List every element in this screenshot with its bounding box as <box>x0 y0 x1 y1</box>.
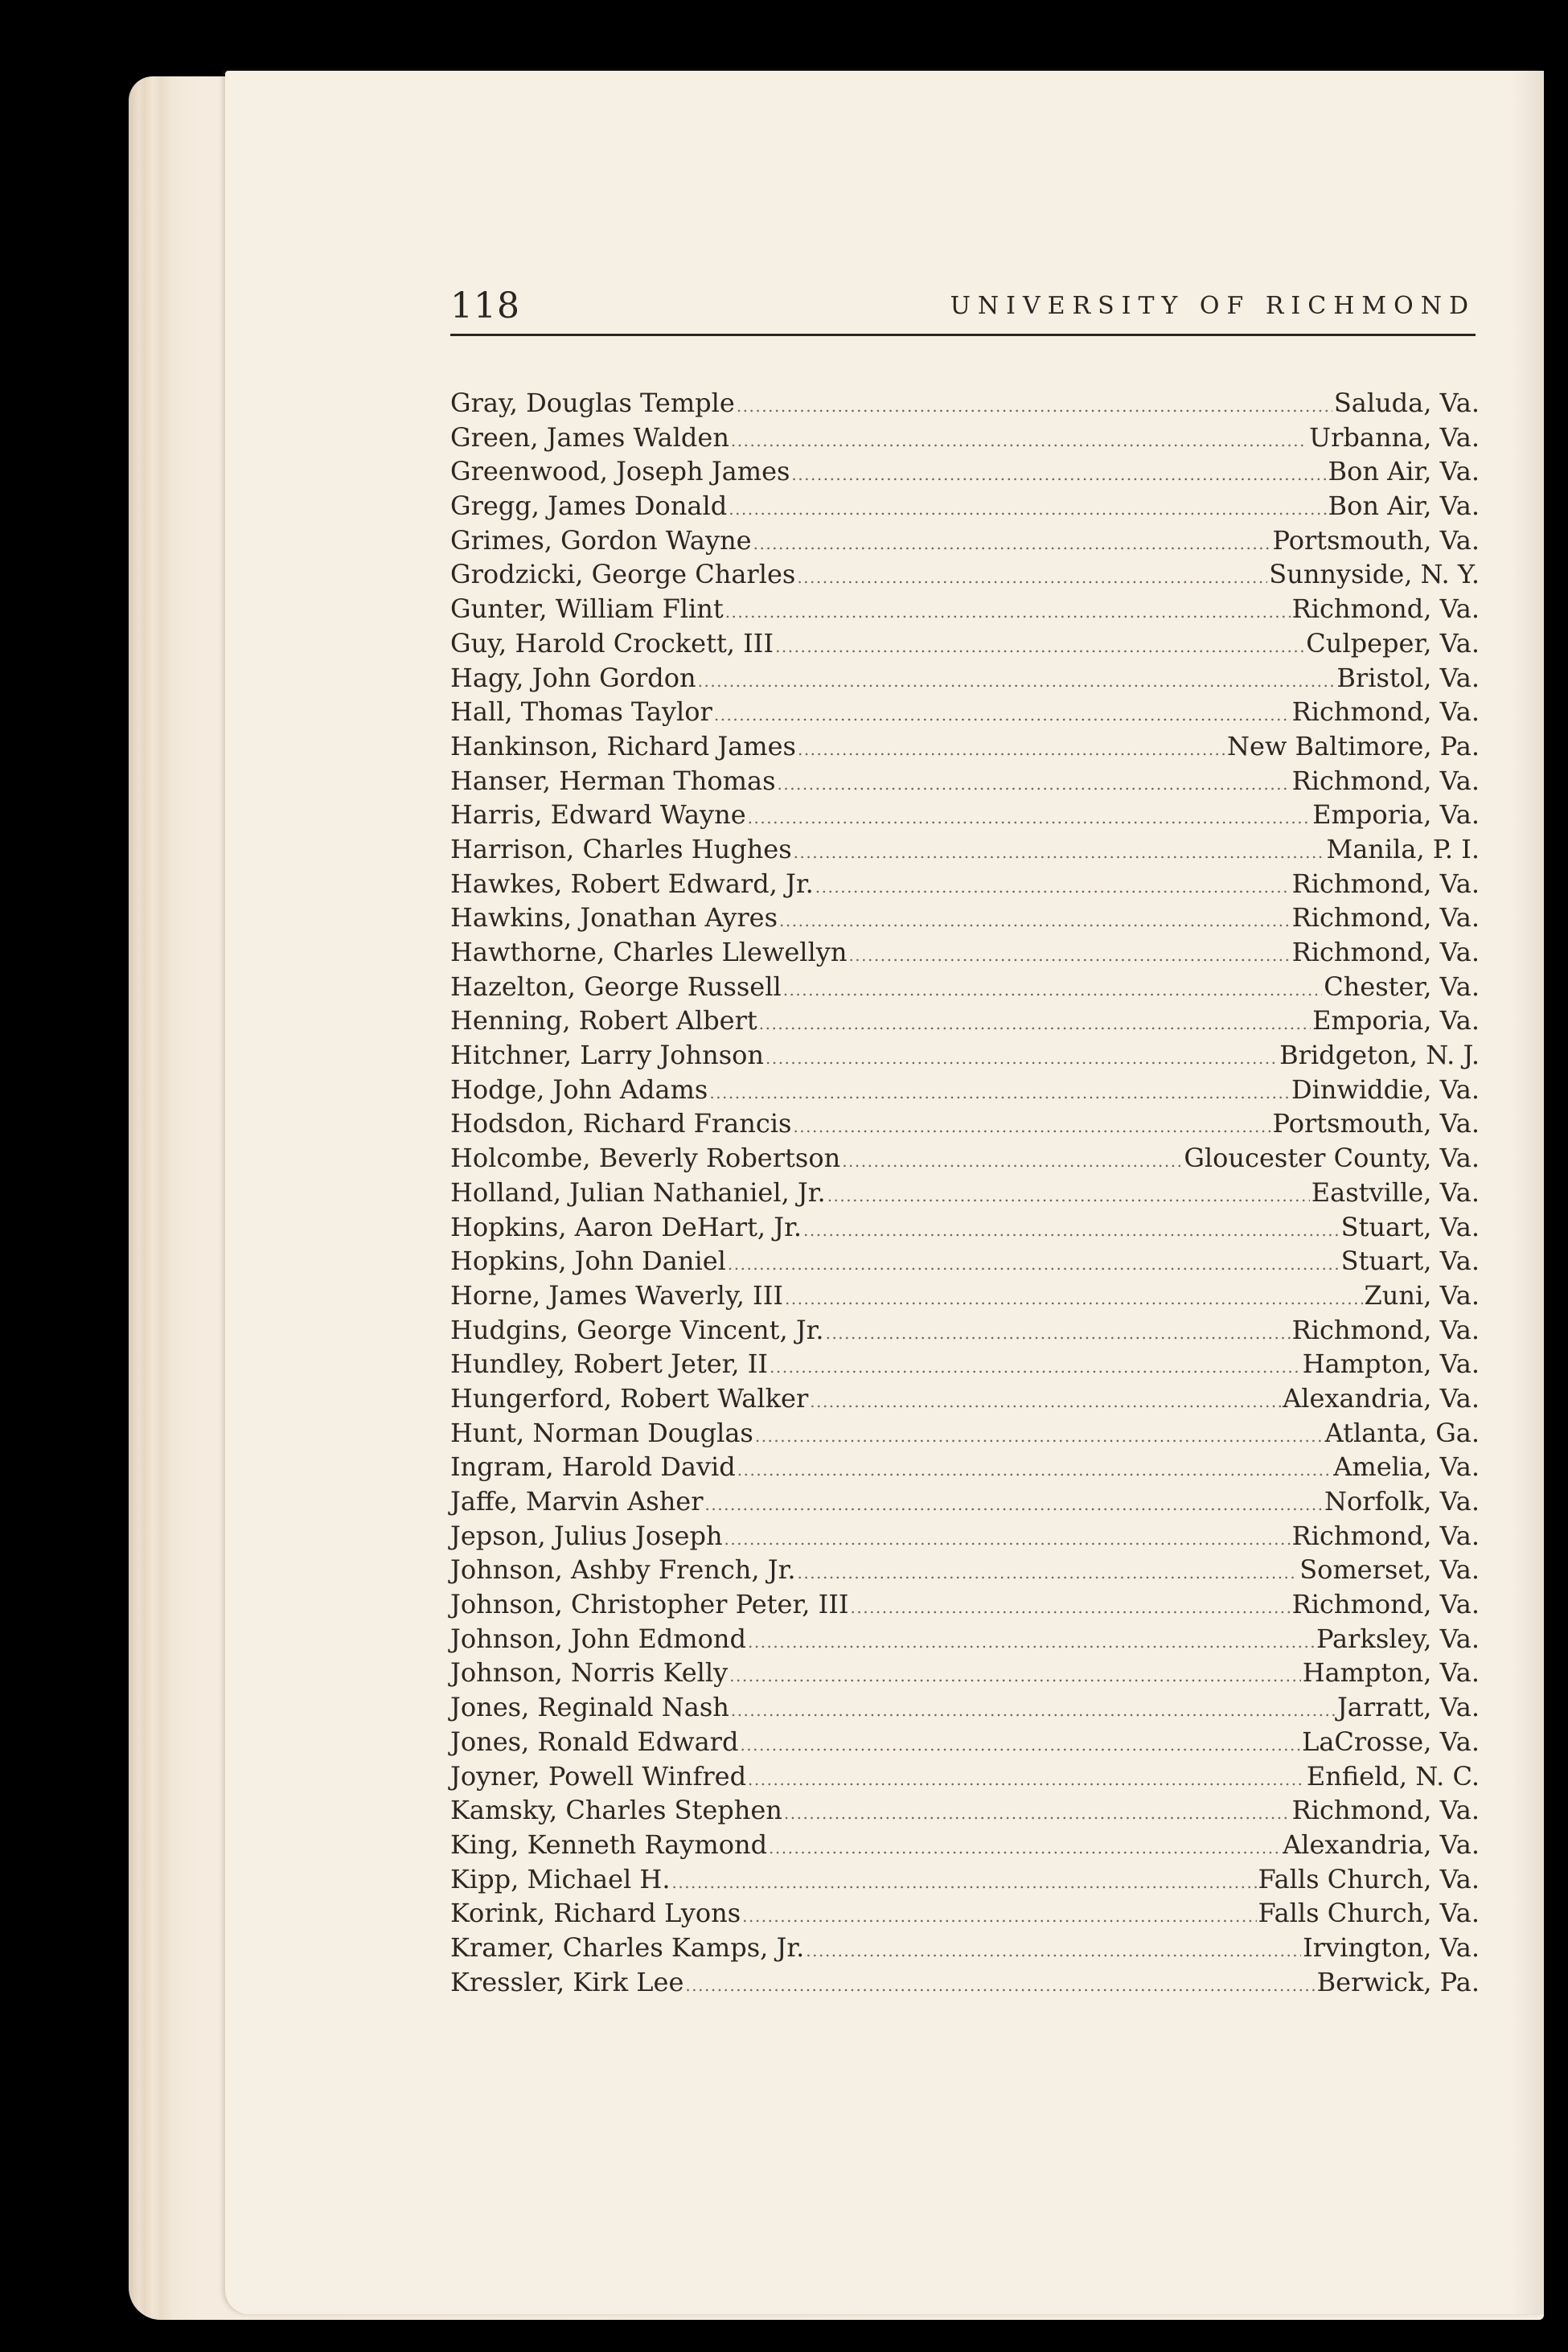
entry-name: Hagy, John Gordon <box>450 662 696 693</box>
list-item <box>450 1246 1480 1280</box>
running-head: UNIVERSITY OF RICHMOND <box>950 292 1476 320</box>
list-item <box>450 1108 1480 1143</box>
entry-name: Kressler, Kirk Lee <box>450 1966 684 1997</box>
list-item <box>450 1967 1480 2001</box>
entry-name: Hall, Thomas Taylor <box>450 696 712 728</box>
dot-leader <box>775 637 1304 656</box>
entry-hometown: Falls Church, Va. <box>1258 1898 1480 1929</box>
list-item <box>450 1726 1480 1761</box>
entry-hometown: Falls Church, Va. <box>1258 1863 1480 1894</box>
dot-leader <box>783 980 1323 999</box>
entry-name: Kipp, Michael H. <box>450 1863 671 1894</box>
entry-name: Gregg, James Donald <box>450 491 728 522</box>
entry-hometown: Manila, P. I. <box>1326 833 1480 864</box>
page-header <box>450 285 1476 336</box>
entry-hometown: Richmond, Va. <box>1291 1589 1480 1620</box>
dot-leader <box>748 1770 1305 1789</box>
list-item <box>450 1315 1480 1349</box>
list-item <box>450 1418 1480 1452</box>
dot-leader <box>793 1117 1270 1136</box>
entry-hometown: Alexandria, Va. <box>1283 1382 1480 1414</box>
dot-leader <box>728 1254 1340 1274</box>
student-directory-list <box>450 388 1480 2001</box>
entry-name: Greenwood, Joseph James <box>450 456 790 487</box>
entry-name: Hankinson, Richard James <box>450 730 796 761</box>
entry-hometown: Richmond, Va. <box>1291 1795 1480 1826</box>
list-item <box>450 1280 1480 1315</box>
dot-leader <box>685 1976 1315 1995</box>
entry-hometown: Bon Air, Va. <box>1328 456 1480 487</box>
entry-hometown: Richmond, Va. <box>1291 696 1480 728</box>
entry-hometown: Portsmouth, Va. <box>1272 524 1480 556</box>
entry-name: Gunter, William Flint <box>450 593 724 625</box>
entry-hometown: Berwick, Pa. <box>1316 1966 1480 1997</box>
list-item <box>450 868 1480 903</box>
dot-leader <box>784 1804 1291 1823</box>
entry-name: Hawthorne, Charles Llewellyn <box>450 937 848 967</box>
list-item <box>450 628 1480 663</box>
list-item <box>450 1348 1480 1383</box>
entry-hometown: Hampton, Va. <box>1302 1348 1480 1380</box>
entry-hometown: Bon Air, Va. <box>1328 491 1480 522</box>
dot-leader <box>698 671 1336 691</box>
page-gutter-shade <box>1512 71 1544 2314</box>
dot-leader <box>731 431 1307 450</box>
entry-hometown: Gloucester County, Va. <box>1184 1143 1480 1174</box>
entry-hometown: Hampton, Va. <box>1302 1657 1480 1689</box>
dot-leader <box>737 1460 1332 1480</box>
entry-name: Hodge, John Adams <box>450 1073 708 1105</box>
dot-leader <box>759 1014 1311 1033</box>
entry-hometown: Saluda, Va. <box>1333 388 1480 418</box>
list-item <box>450 422 1480 457</box>
entry-name: Hanser, Herman Thomas <box>450 765 776 796</box>
entry-name: Hundley, Robert Jeter, II <box>450 1348 769 1380</box>
entry-name: Korink, Richard Lyons <box>450 1898 741 1929</box>
entry-name: Horne, James Waverly, III <box>450 1279 783 1311</box>
dot-leader <box>755 1426 1324 1446</box>
entry-hometown: Richmond, Va. <box>1291 1314 1480 1345</box>
entry-hometown: Sunnyside, N. Y. <box>1269 559 1480 590</box>
list-item <box>450 1657 1480 1692</box>
dot-leader <box>794 843 1325 862</box>
dot-leader <box>737 396 1332 416</box>
dot-leader <box>769 1838 1281 1857</box>
list-item <box>450 731 1480 766</box>
entry-name: Hopkins, Aaron DeHart, Jr. <box>450 1211 802 1242</box>
list-item <box>450 1177 1480 1212</box>
dot-leader <box>826 1324 1291 1343</box>
dot-leader <box>705 1495 1323 1514</box>
page-number: 118 <box>450 285 520 326</box>
entry-name: Johnson, John Edmond <box>450 1623 746 1654</box>
entry-name: Green, James Walden <box>450 421 729 453</box>
entry-hometown: Jarratt, Va. <box>1336 1692 1480 1723</box>
dot-leader <box>785 1289 1363 1308</box>
entry-name: King, Kenneth Raymond <box>450 1829 768 1860</box>
list-item <box>450 663 1480 697</box>
entry-name: Gray, Douglas Temple <box>450 388 735 418</box>
entry-name: Hunt, Norman Douglas <box>450 1417 753 1448</box>
entry-hometown: Norfolk, Va. <box>1324 1486 1480 1517</box>
entry-name: Harrison, Charles Hughes <box>450 833 792 864</box>
list-item <box>450 799 1480 834</box>
dot-leader <box>815 877 1291 897</box>
entry-name: Hazelton, George Russell <box>450 971 782 1002</box>
entry-hometown: Dinwiddie, Va. <box>1291 1073 1480 1105</box>
dot-leader <box>806 1941 1301 1960</box>
entry-name: Kramer, Charles Kamps, Jr. <box>450 1931 805 1963</box>
entry-name: Jaffe, Marvin Asher <box>450 1486 704 1517</box>
entry-hometown: Richmond, Va. <box>1291 868 1480 899</box>
entry-hometown: Alexandria, Va. <box>1283 1829 1480 1860</box>
entry-hometown: Richmond, Va. <box>1291 937 1480 967</box>
list-item <box>450 1829 1480 1864</box>
list-item <box>450 1761 1480 1796</box>
entry-hometown: Enfield, N. C. <box>1306 1760 1480 1792</box>
entry-name: Hungerford, Robert Walker <box>450 1382 809 1414</box>
list-item <box>450 1589 1480 1623</box>
entry-name: Holland, Julian Nathaniel, Jr. <box>450 1176 826 1208</box>
entry-name: Guy, Harold Crockett, III <box>450 627 774 659</box>
entry-hometown: Zuni, Va. <box>1364 1279 1480 1311</box>
dot-leader <box>709 1083 1290 1102</box>
list-item <box>450 971 1480 1006</box>
entry-name: Harris, Edward Wayne <box>450 799 746 831</box>
entry-hometown: Richmond, Va. <box>1291 593 1480 625</box>
entry-name: Hodsdon, Richard Francis <box>450 1108 792 1139</box>
dot-leader <box>729 499 1326 519</box>
list-item <box>450 1486 1480 1521</box>
dot-leader <box>725 602 1291 622</box>
dot-leader <box>777 774 1290 794</box>
list-item <box>450 1623 1480 1658</box>
entry-name: Hawkins, Jonathan Ayres <box>450 902 778 934</box>
entry-name: Grodzicki, George Charles <box>450 559 796 590</box>
dot-leader <box>748 808 1311 827</box>
entry-name: Hawkes, Robert Edward, Jr. <box>450 868 814 899</box>
dot-leader <box>798 1563 1299 1582</box>
list-item <box>450 1692 1480 1726</box>
list-item <box>450 388 1480 422</box>
entry-hometown: LaCrosse, Va. <box>1302 1726 1480 1757</box>
dot-leader <box>797 568 1267 587</box>
dot-leader <box>827 1186 1310 1205</box>
entry-hometown: Somerset, Va. <box>1299 1554 1480 1586</box>
entry-hometown: Portsmouth, Va. <box>1272 1108 1480 1139</box>
dot-leader <box>766 1049 1278 1068</box>
list-item <box>450 456 1480 491</box>
list-item <box>450 1864 1480 1898</box>
entry-hometown: Bristol, Va. <box>1336 662 1480 693</box>
entry-hometown: Richmond, Va. <box>1291 902 1480 934</box>
dot-leader <box>724 1529 1291 1549</box>
list-item <box>450 1074 1480 1109</box>
dot-leader <box>671 1873 1256 1892</box>
entry-hometown: Stuart, Va. <box>1340 1246 1480 1277</box>
dot-leader <box>770 1357 1301 1377</box>
entry-name: Grimes, Gordon Wayne <box>450 524 752 556</box>
list-item <box>450 1005 1480 1040</box>
list-item <box>450 696 1480 731</box>
list-item <box>450 559 1480 593</box>
list-item <box>450 1554 1480 1589</box>
entry-name: Henning, Robert Albert <box>450 1005 757 1036</box>
entry-name: Jones, Reginald Nash <box>450 1692 729 1723</box>
entry-hometown: Chester, Va. <box>1324 971 1480 1002</box>
list-item <box>450 1212 1480 1246</box>
entry-hometown: Urbanna, Va. <box>1309 421 1480 453</box>
list-item <box>450 937 1480 971</box>
entry-hometown: New Baltimore, Pa. <box>1227 730 1480 761</box>
dot-leader <box>753 534 1271 553</box>
list-item <box>450 525 1480 560</box>
entry-name: Hitchner, Larry Johnson <box>450 1040 764 1071</box>
entry-name: Johnson, Christopher Peter, III <box>450 1589 849 1620</box>
entry-hometown: Irvington, Va. <box>1303 1931 1480 1963</box>
list-item <box>450 834 1480 868</box>
list-item <box>450 1898 1480 1932</box>
entry-hometown: Bridgeton, N. J. <box>1279 1040 1480 1071</box>
dot-leader <box>740 1735 1300 1755</box>
dot-leader <box>729 1666 1301 1685</box>
dot-leader <box>748 1632 1315 1652</box>
list-item <box>450 1143 1480 1177</box>
entry-hometown: Atlanta, Ga. <box>1324 1417 1480 1448</box>
entry-name: Kamsky, Charles Stephen <box>450 1795 782 1826</box>
entry-hometown: Stuart, Va. <box>1340 1211 1480 1242</box>
list-item <box>450 593 1480 628</box>
entry-name: Jones, Ronald Edward <box>450 1726 739 1757</box>
dot-leader <box>742 1907 1256 1926</box>
entry-hometown: Emporia, Va. <box>1312 799 1480 831</box>
entry-name: Hopkins, John Daniel <box>450 1246 726 1277</box>
entry-hometown: Culpeper, Va. <box>1306 627 1480 659</box>
entry-name: Hudgins, George Vincent, Jr. <box>450 1314 824 1345</box>
dot-leader <box>810 1392 1281 1411</box>
dot-leader <box>779 911 1291 930</box>
entry-hometown: Emporia, Va. <box>1312 1005 1480 1036</box>
dot-leader <box>842 1151 1182 1171</box>
list-item <box>450 902 1480 937</box>
list-item <box>450 1451 1480 1486</box>
list-item <box>450 1383 1480 1418</box>
entry-hometown: Eastville, Va. <box>1311 1176 1480 1208</box>
entry-name: Johnson, Ashby French, Jr. <box>450 1554 796 1586</box>
entry-hometown: Richmond, Va. <box>1291 765 1480 796</box>
list-item <box>450 491 1480 525</box>
dot-leader <box>798 740 1225 759</box>
dot-leader <box>851 1598 1291 1617</box>
list-item <box>450 1521 1480 1555</box>
dot-leader <box>791 465 1326 484</box>
dot-leader <box>714 705 1291 724</box>
entry-hometown: Amelia, Va. <box>1333 1451 1480 1483</box>
entry-name: Holcombe, Beverly Robertson <box>450 1143 841 1174</box>
list-item <box>450 1795 1480 1829</box>
entry-name: Jepson, Julius Joseph <box>450 1520 723 1551</box>
entry-hometown: Parksley, Va. <box>1316 1623 1480 1654</box>
entry-name: Johnson, Norris Kelly <box>450 1657 729 1689</box>
dot-leader <box>803 1221 1340 1240</box>
entry-name: Joyner, Powell Winfred <box>450 1760 747 1792</box>
list-item <box>450 766 1480 800</box>
entry-hometown: Richmond, Va. <box>1291 1520 1480 1551</box>
dot-leader <box>731 1701 1336 1720</box>
dot-leader <box>848 946 1290 965</box>
list-item <box>450 1040 1480 1074</box>
list-item <box>450 1932 1480 1967</box>
entry-name: Ingram, Harold David <box>450 1451 736 1483</box>
